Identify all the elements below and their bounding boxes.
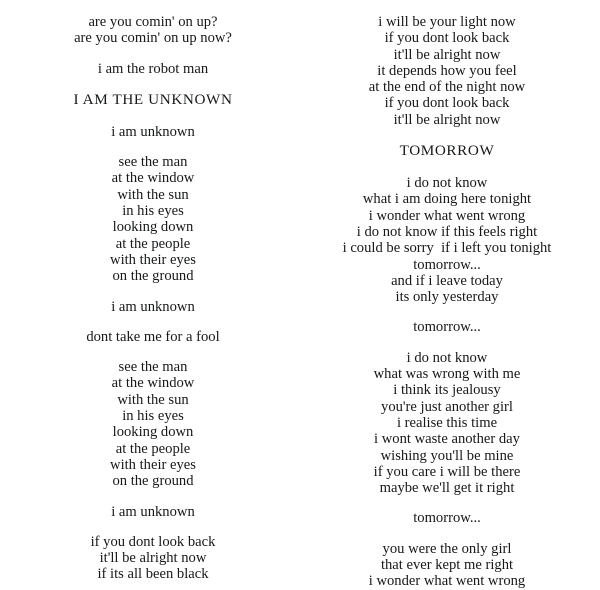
lyrics-line: i realise this time: [396, 414, 498, 431]
lyrics-line: at the people: [115, 440, 191, 457]
lyrics-line: see the man: [118, 154, 188, 171]
lyrics-line: i think its jealousy: [393, 382, 501, 399]
lyrics-line: tomorrow...: [413, 510, 481, 527]
lyrics-line: you're just another girl: [381, 398, 513, 415]
lyrics-line: see the man: [118, 359, 188, 376]
lyrics-line: if you dont look back: [384, 95, 510, 112]
lyrics-line: i am unknown: [111, 298, 195, 315]
lyrics-line: on the ground: [112, 473, 194, 490]
lyrics-line: you were the only girl: [382, 540, 512, 557]
lyrics-line: if its all been black: [97, 566, 209, 583]
lyrics-line: it'll be alright now: [393, 46, 501, 63]
lyrics-verse-block: [306, 14, 588, 128]
lyrics-line: dont take me for a fool: [86, 328, 220, 345]
lyrics-line: looking down: [112, 219, 194, 236]
lyrics-verse-block: [306, 350, 588, 497]
lyrics-line: that ever kept me right: [380, 557, 514, 574]
lyrics-line: tomorrow...: [413, 256, 481, 273]
lyrics-line: are you comin' on up?: [88, 14, 218, 30]
lyrics-line: i wont waste another day: [374, 431, 520, 448]
lyrics-verse-block: [12, 504, 294, 520]
song-title-block: [306, 142, 588, 159]
lyrics-line: tomorrow...: [413, 319, 481, 336]
lyrics-verse-block: [12, 534, 294, 583]
lyrics-line: with the sun: [117, 391, 189, 408]
lyrics-line: i wonder what went wrong: [368, 573, 526, 590]
lyrics-line: with the sun: [117, 186, 189, 203]
lyrics-line: i wonder what went wrong: [368, 207, 526, 224]
lyrics-verse-block: [306, 175, 588, 305]
lyrics-line: i am the robot man: [97, 60, 209, 77]
lyrics-line: with their eyes: [110, 456, 196, 473]
lyrics-line: if you dont look back: [90, 533, 216, 550]
lyrics-verse-block: [12, 299, 294, 315]
lyrics-verse-block: [306, 319, 588, 335]
lyrics-line: it'll be alright now: [99, 550, 207, 567]
lyrics-line: maybe we'll get it right: [379, 480, 515, 497]
lyrics-line: if you care i will be there: [373, 463, 521, 480]
lyrics-line: looking down: [112, 424, 194, 441]
right-lyrics-column: [300, 14, 600, 590]
lyrics-verse-block: [12, 329, 294, 345]
lyrics-line: what i am doing here tonight: [362, 191, 532, 208]
lyrics-line: i am unknown: [111, 123, 195, 140]
lyrics-line: on the ground: [112, 268, 194, 285]
lyrics-line: at the end of the night now: [368, 79, 526, 96]
lyrics-line: are you comin' on up now?: [74, 30, 232, 47]
lyrics-line: its only yesterday: [395, 289, 499, 306]
lyrics-line: at the people: [115, 235, 191, 252]
lyrics-verse-block: [12, 14, 294, 47]
song-title-block: [12, 91, 294, 108]
lyrics-line: in his eyes: [122, 203, 184, 220]
left-lyrics-column: [0, 14, 300, 590]
lyrics-line: i do not know if this feels right: [356, 223, 538, 240]
lyrics-line: i am unknown: [111, 503, 195, 520]
lyrics-line: with their eyes: [110, 251, 196, 268]
lyrics-line: wishing you'll be mine: [380, 447, 514, 464]
lyrics-line: at the window: [111, 170, 195, 187]
lyrics-line: i could be sorry if i left you tonight: [342, 240, 552, 257]
lyrics-verse-block: [306, 510, 588, 526]
lyrics-verse-block: [12, 154, 294, 284]
lyrics-line: it depends how you feel: [377, 62, 517, 79]
lyrics-verse-block: [12, 359, 294, 489]
lyrics-verse-block: [306, 541, 588, 590]
lyrics-line: if you dont look back: [384, 30, 510, 47]
lyrics-line: i do not know: [406, 175, 488, 192]
lyrics-line: and if i leave today: [391, 272, 503, 289]
lyrics-line: at the window: [111, 375, 195, 392]
song-title: TOMORROW: [399, 142, 495, 160]
lyrics-line: i will be your light now: [378, 14, 516, 30]
lyrics-line: it'll be alright now: [393, 111, 501, 128]
lyrics-verse-block: [12, 124, 294, 140]
lyrics-line: what was wrong with me: [373, 366, 521, 383]
lyrics-line: in his eyes: [122, 408, 184, 425]
lyrics-verse-block: [12, 61, 294, 77]
song-title: I AM THE UNKNOWN: [73, 90, 233, 108]
lyrics-line: i do not know: [406, 349, 488, 366]
